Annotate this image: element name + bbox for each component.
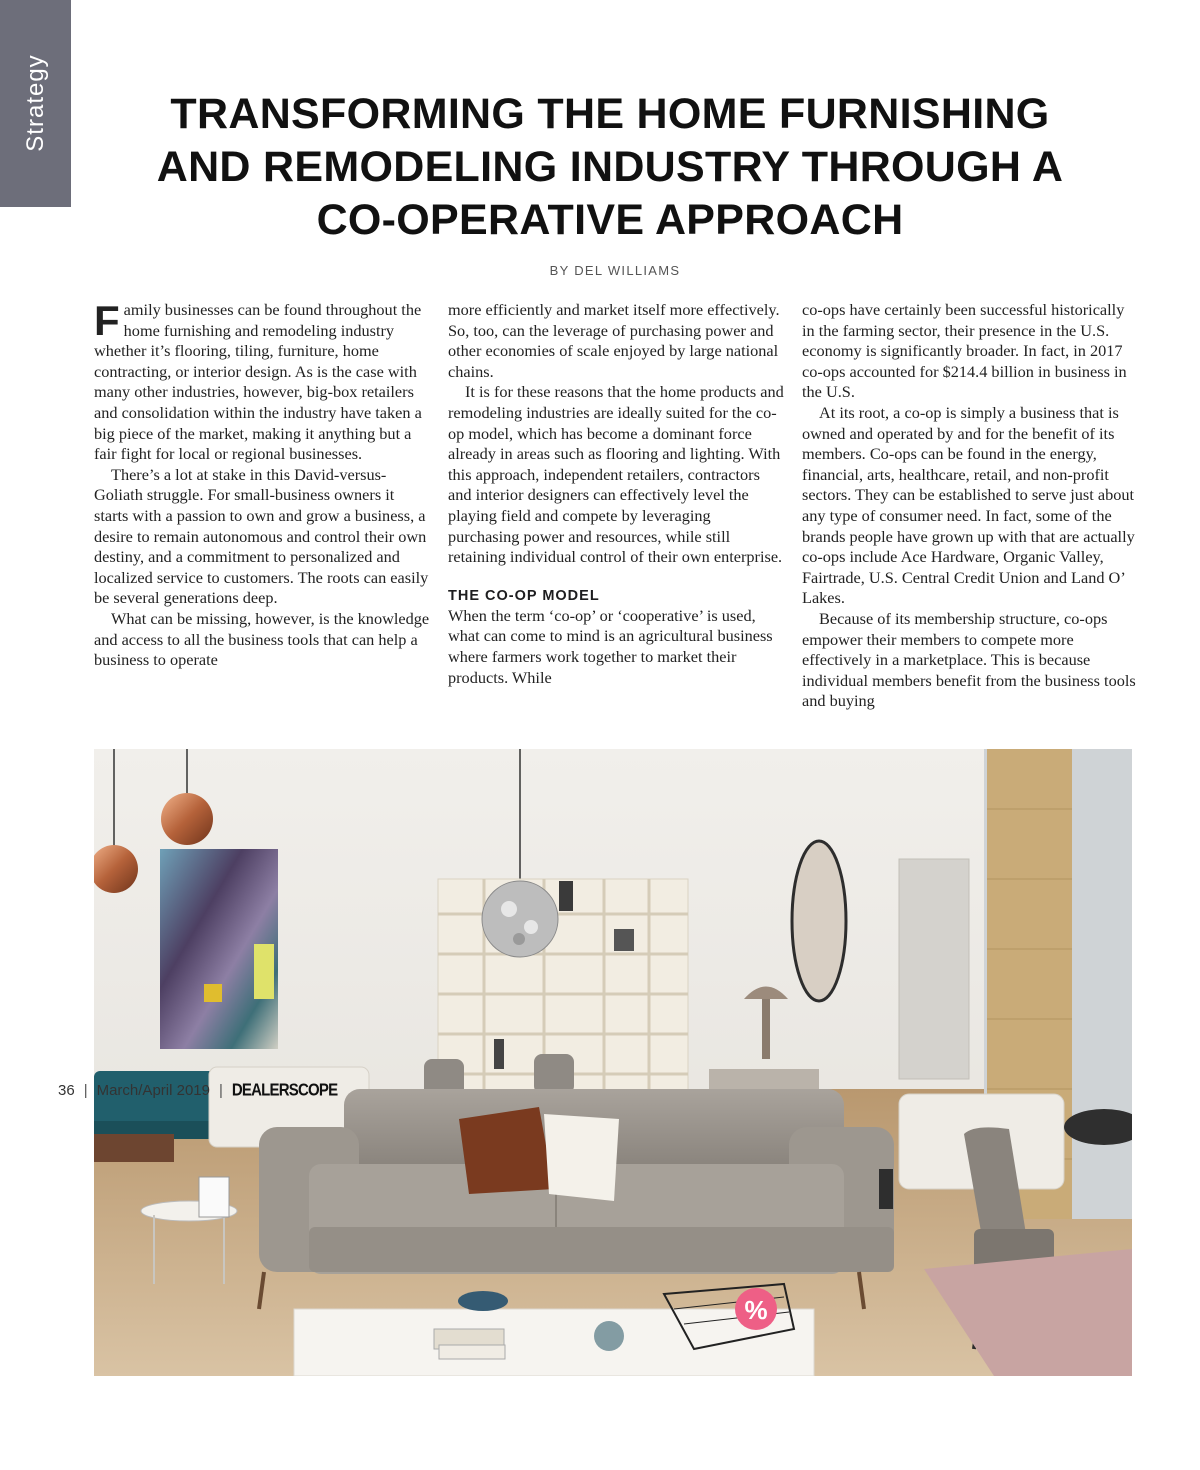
white-cushion xyxy=(544,1114,619,1201)
round-mirror xyxy=(792,841,846,1001)
byline: BY DEL WILLIAMS xyxy=(549,263,681,278)
section-tab-label: Strategy xyxy=(22,54,49,152)
paragraph: Because of its membership structure, co-ops empower their members to compete more effectively in a marketplace. This is because individual members benefit from the business tools and buying xyxy=(802,608,1136,711)
subheading: THE CO-OP MODEL xyxy=(448,587,600,604)
publication-logo: DEALERSCOPE xyxy=(231,1080,338,1101)
headline-line-1: TRANSFORMING THE HOME FURNISHING xyxy=(170,90,1050,138)
brown-cushion xyxy=(459,1107,554,1194)
headline-line-2: AND REMODELING INDUSTRY THROUGH A xyxy=(156,143,1064,191)
section-tab xyxy=(0,0,71,207)
crystal-chandelier xyxy=(482,881,558,957)
article-column-1 xyxy=(94,297,430,671)
showroom-photo xyxy=(94,749,1132,1376)
paragraph: co-ops have certainly been successful historically in the farming sector, their presence in the U.S. economy is significantly broader. In fact, in 2017 co-ops accounted for $214.4 billion in business in the U.S. xyxy=(802,300,1127,402)
white-coffee-table xyxy=(294,1309,814,1376)
drop-cap: F xyxy=(94,297,120,344)
article-column-2 xyxy=(448,300,784,688)
issue-date: March/April 2019 xyxy=(96,1082,210,1099)
paragraph: When the term ‘co-op’ or ‘cooperative’ is used, what can come to mind is an agricultural business where farmers work together to market their products. While xyxy=(448,605,773,687)
page-number: 36 xyxy=(58,1082,75,1099)
headline xyxy=(80,88,1140,247)
headline-line-3: CO-OPERATIVE APPROACH xyxy=(316,196,904,244)
paragraph: At its root, a co-op is simply a business that is owned and operated by and for the benefit of its members. Co-ops can be found in the energy, financial, arts, healthcare, retail, and non-profit sectors. They can be established to serve just about any type of consumer need. In fact, some of the brands people have grown up with that are actually co-ops include Ace Hardware, Organic Valley, Fairtrade, U.S. Central Credit Union and Land O’ Lakes. xyxy=(802,402,1135,608)
paragraph: What can be missing, however, is the knowledge and access to all the business tools that can help a business to operate xyxy=(94,608,430,670)
article-column-3 xyxy=(802,300,1138,712)
page-footer: 36 | March/April 2019 | DEALERSCOPE xyxy=(58,1080,338,1101)
paragraph: There’s a lot at stake in this David-versus-Goliath struggle. For small-business owners it starts with a passion to own and grow a business, a desire to remain autonomous and control their own destiny, and a commitment to personalized and localized service to customers. The roots can easily be several generations deep. xyxy=(94,464,429,608)
paragraph: It is for these reasons that the home products and remodeling industries are ideally suited for the co-op model, which has become a dominant force already in areas such as flooring and lighting. With this approach, independent retailers, contractors and interior designers can effectively level the playing field and compete by leveraging purchasing power and resources, while still retaining individual control of their own enterprise. xyxy=(448,382,784,567)
sale-badge-label: % xyxy=(744,1295,768,1325)
copper-pendant-lamp xyxy=(161,793,213,845)
paragraph: more efficiently and market itself more effectively. So, too, can the leverage of purchasing power and other economies of scale enjoyed by large national chains. xyxy=(448,300,780,381)
paragraph xyxy=(94,297,430,465)
paragraph-text: amily businesses can be found throughout the home furnishing and remodeling industry whether it’s flooring, tiling, furniture, home contracting, or interior design. As is the case with many other industries, however, big-box retailers and consolidation within the industry have taken a big piece of the market, making it anything but a fair fight for local or regional businesses. xyxy=(94,300,422,464)
